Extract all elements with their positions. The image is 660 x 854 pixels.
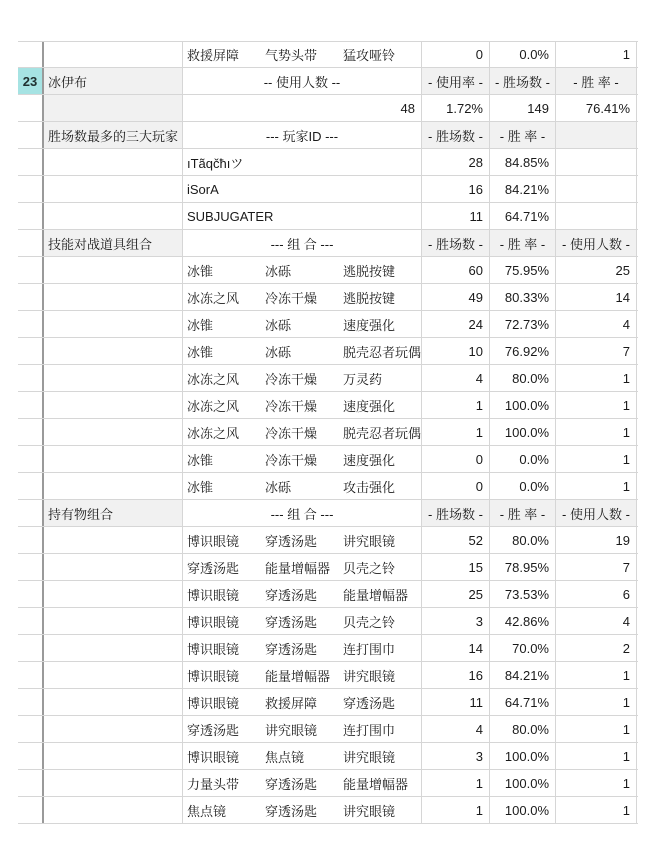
wins-cell[interactable]: 1 — [422, 797, 490, 823]
combo-item-cell[interactable]: 救援屏障 — [265, 695, 318, 711]
section-row — [18, 230, 638, 257]
combo-item-cell[interactable]: 猛攻哑铃 — [339, 42, 422, 67]
table-row — [18, 284, 638, 311]
usage-count-cell[interactable]: 6 — [556, 581, 637, 607]
row-number[interactable] — [18, 338, 44, 364]
wins-cell[interactable]: 15 — [422, 554, 490, 580]
combo-item-cell[interactable]: 博识眼镜 — [187, 614, 240, 630]
table-row — [18, 95, 638, 122]
player-id-cell[interactable]: ıTãqčħıツ — [183, 149, 422, 175]
label-cell[interactable] — [44, 176, 183, 202]
usage-count-cell[interactable]: 4 — [556, 608, 637, 634]
combo-item-cell[interactable]: 能量增幅器 — [265, 560, 331, 576]
section-label[interactable]: 技能对战道具组合 — [44, 230, 183, 256]
table-row — [18, 176, 638, 203]
wins-cell[interactable]: 0 — [422, 42, 490, 67]
empty-cell[interactable] — [556, 176, 637, 202]
wins-cell[interactable]: 4 — [422, 716, 490, 742]
combo-item-cell[interactable]: 穿透汤匙 — [265, 587, 318, 603]
combo-item-cell[interactable]: 冷冻干燥 — [265, 371, 318, 387]
row-number[interactable] — [18, 608, 44, 634]
label-cell[interactable] — [44, 527, 183, 553]
combo-item-cell[interactable]: 讲究眼镜 — [339, 797, 422, 823]
row-number[interactable] — [18, 770, 44, 796]
combo-item-cell[interactable]: 讲究眼镜 — [265, 722, 318, 738]
combo-item-cell[interactable]: 能量增幅器 — [339, 581, 422, 607]
column-header[interactable]: - 胜场数 - — [422, 122, 490, 148]
table-row — [18, 635, 638, 662]
label-cell[interactable] — [44, 149, 183, 175]
table-row — [18, 203, 638, 230]
table-row — [18, 770, 638, 797]
usage-count-cell[interactable]: 25 — [556, 257, 637, 283]
wins-cell[interactable]: 3 — [422, 608, 490, 634]
table-row — [18, 608, 638, 635]
column-header[interactable]: - 胜场数 - — [490, 68, 556, 94]
label-cell[interactable] — [44, 42, 183, 67]
table-row — [18, 554, 638, 581]
row-number[interactable] — [18, 176, 44, 202]
combo-item-cell[interactable]: 讲究眼镜 — [339, 527, 422, 553]
combo-item-cell[interactable]: 力量头带 — [187, 776, 240, 792]
win-rate-cell[interactable]: 76.41% — [556, 95, 637, 121]
combo-item-cell[interactable]: 冰锥 — [187, 452, 214, 468]
table-row — [18, 662, 638, 689]
table-row — [18, 716, 638, 743]
label-cell[interactable] — [44, 554, 183, 580]
combo-item-cell[interactable]: 冰冻之风 — [187, 425, 240, 441]
combo-item-cell[interactable]: 冰锥 — [187, 263, 214, 279]
label-cell[interactable] — [44, 743, 183, 769]
usage-count-cell[interactable]: 1 — [556, 392, 637, 418]
label-cell[interactable] — [44, 770, 183, 796]
table-row — [18, 797, 638, 824]
win-rate-cell[interactable]: 100.0% — [490, 797, 556, 823]
column-header[interactable] — [556, 122, 637, 148]
wins-cell[interactable]: 10 — [422, 338, 490, 364]
win-rate-cell[interactable]: 80.33% — [490, 284, 556, 310]
usage-count-cell[interactable]: 1 — [556, 419, 637, 445]
usage-count-cell[interactable]: 1 — [556, 365, 637, 391]
combo-item-cell[interactable]: 连打围巾 — [339, 635, 422, 661]
win-rate-cell[interactable]: 64.71% — [490, 689, 556, 715]
combo-item-cell[interactable]: 万灵药 — [339, 365, 422, 391]
label-cell[interactable] — [44, 716, 183, 742]
wins-cell[interactable]: 0 — [422, 446, 490, 472]
row-number[interactable] — [18, 581, 44, 607]
combo-item-cell[interactable]: 冷冻干燥 — [265, 425, 318, 441]
section-label[interactable]: 胜场数最多的三大玩家 — [44, 122, 183, 148]
table-row — [18, 365, 638, 392]
combo-item-cell[interactable]: 博识眼镜 — [187, 641, 240, 657]
row-number[interactable] — [18, 257, 44, 283]
column-header[interactable]: - 胜 率 - — [556, 68, 637, 94]
table-row — [18, 338, 638, 365]
combo-item-cell[interactable]: 能量增幅器 — [265, 668, 331, 684]
empty-cell[interactable] — [556, 149, 637, 175]
label-cell[interactable] — [44, 311, 183, 337]
table-row — [18, 419, 638, 446]
wins-cell[interactable]: 14 — [422, 635, 490, 661]
label-cell[interactable] — [44, 365, 183, 391]
table-row — [18, 311, 638, 338]
usage-count-cell[interactable]: 7 — [556, 338, 637, 364]
usage-count-cell[interactable]: 2 — [556, 635, 637, 661]
label-cell[interactable] — [44, 392, 183, 418]
row-number[interactable] — [18, 473, 44, 499]
combo-item-cell[interactable]: 能量增幅器 — [339, 770, 422, 796]
row-number[interactable] — [18, 311, 44, 337]
wins-cell[interactable]: 24 — [422, 311, 490, 337]
win-rate-cell[interactable]: 72.73% — [490, 311, 556, 337]
player-id-cell[interactable]: SUBJUGATER — [183, 203, 422, 229]
label-cell[interactable] — [44, 473, 183, 499]
combo-item-cell[interactable]: 焦点镜 — [265, 749, 305, 765]
section-row — [18, 68, 638, 95]
column-header[interactable]: - 胜 率 - — [490, 230, 556, 256]
table-row — [18, 527, 638, 554]
combo-item-cell[interactable]: 冰砾 — [265, 317, 292, 333]
combo-item-cell[interactable]: 气势头带 — [265, 48, 318, 63]
combo-item-cell[interactable]: 焦点镜 — [187, 803, 227, 819]
combo-item-cell[interactable]: 穿透汤匙 — [265, 641, 318, 657]
label-cell[interactable] — [44, 419, 183, 445]
combo-item-cell[interactable]: 冷冻干燥 — [265, 290, 318, 306]
combo-item-cell[interactable]: 冰砾 — [265, 263, 292, 279]
usage-count-cell[interactable]: 48 — [183, 95, 422, 121]
usage-count-cell[interactable]: 19 — [556, 527, 637, 553]
combo-item-cell[interactable]: 贝壳之铃 — [339, 554, 422, 580]
combo-item-cell[interactable]: 脱壳忍者玩偶 — [339, 419, 422, 445]
win-rate-cell[interactable]: 76.92% — [490, 338, 556, 364]
table-row — [18, 149, 638, 176]
column-header[interactable]: - 胜 率 - — [490, 500, 556, 526]
wins-cell[interactable]: 60 — [422, 257, 490, 283]
label-cell[interactable] — [44, 689, 183, 715]
wins-cell[interactable]: 149 — [490, 95, 556, 121]
section-row — [18, 122, 638, 149]
wins-cell[interactable]: 52 — [422, 527, 490, 553]
wins-cell[interactable]: 11 — [422, 689, 490, 715]
wins-cell[interactable]: 4 — [422, 365, 490, 391]
table-row — [18, 743, 638, 770]
combo-item-cell[interactable]: 逃脱按键 — [339, 284, 422, 310]
row-number[interactable] — [18, 149, 44, 175]
row-number[interactable] — [18, 95, 44, 121]
table-row — [18, 446, 638, 473]
usage-count-cell[interactable]: 1 — [556, 42, 637, 67]
table-row — [18, 257, 638, 284]
section-header[interactable]: --- 组 合 --- — [183, 500, 422, 526]
combo-item-cell[interactable]: 脱壳忍者玩偶 — [339, 338, 422, 364]
column-header[interactable]: - 使用人数 - — [556, 500, 637, 526]
label-cell[interactable] — [44, 662, 183, 688]
win-rate-cell[interactable]: 84.21% — [490, 176, 556, 202]
empty-cell[interactable] — [556, 203, 637, 229]
label-cell[interactable] — [44, 257, 183, 283]
section-header[interactable]: -- 使用人数 -- — [183, 68, 422, 94]
combo-item-cell[interactable]: 逃脱按键 — [339, 257, 422, 283]
row-number[interactable] — [18, 42, 44, 67]
row-number[interactable] — [18, 554, 44, 580]
wins-cell[interactable]: 1 — [422, 419, 490, 445]
wins-cell[interactable]: 11 — [422, 203, 490, 229]
wins-cell[interactable]: 16 — [422, 176, 490, 202]
row-number[interactable] — [18, 662, 44, 688]
combo-item-cell[interactable]: 穿透汤匙 — [265, 614, 318, 630]
label-cell[interactable] — [44, 203, 183, 229]
combo-item-cell[interactable]: 冷冻干燥 — [265, 398, 318, 414]
win-rate-cell[interactable]: 80.0% — [490, 527, 556, 553]
row-number[interactable] — [18, 716, 44, 742]
win-rate-cell[interactable]: 42.86% — [490, 608, 556, 634]
usage-count-cell[interactable]: 1 — [556, 797, 637, 823]
column-header[interactable]: - 胜 率 - — [490, 122, 556, 148]
label-cell[interactable] — [44, 797, 183, 823]
combo-item-cell[interactable]: 讲究眼镜 — [339, 743, 422, 769]
column-header[interactable]: - 胜场数 - — [422, 500, 490, 526]
combo-item-cell[interactable]: 速度强化 — [339, 311, 422, 337]
label-cell[interactable] — [44, 581, 183, 607]
label-cell[interactable] — [44, 608, 183, 634]
combo-item-cell[interactable]: 博识眼镜 — [187, 749, 240, 765]
combo-item-cell[interactable]: 穿透汤匙 — [265, 776, 318, 792]
label-cell[interactable] — [44, 635, 183, 661]
combo-item-cell[interactable]: 穿透汤匙 — [265, 533, 318, 549]
section-row — [18, 500, 638, 527]
section-label[interactable]: 持有物组合 — [44, 500, 183, 526]
wins-cell[interactable]: 28 — [422, 149, 490, 175]
row-number[interactable] — [18, 797, 44, 823]
combo-item-cell[interactable]: 冰冻之风 — [187, 290, 240, 306]
table-row — [18, 581, 638, 608]
table-row — [18, 689, 638, 716]
row-number[interactable] — [18, 284, 44, 310]
combo-item-cell[interactable]: 救援屏障 — [187, 48, 240, 63]
row-number[interactable] — [18, 527, 44, 553]
win-rate-cell[interactable]: 0.0% — [490, 42, 556, 67]
row-number[interactable] — [18, 392, 44, 418]
combo-item-cell[interactable]: 冰冻之风 — [187, 398, 240, 414]
row-number[interactable] — [18, 500, 44, 526]
win-rate-cell[interactable]: 80.0% — [490, 365, 556, 391]
combo-item-cell[interactable]: 攻击强化 — [339, 473, 422, 499]
table-row — [18, 473, 638, 500]
combo-item-cell[interactable]: 冰冻之风 — [187, 371, 240, 387]
wins-cell[interactable]: 16 — [422, 662, 490, 688]
combo-item-cell[interactable]: 冰锥 — [187, 344, 214, 360]
row-number[interactable] — [18, 365, 44, 391]
combo-item-cell[interactable]: 穿透汤匙 — [187, 722, 240, 738]
usage-count-cell[interactable]: 1 — [556, 662, 637, 688]
usage-rate-cell[interactable]: 1.72% — [422, 95, 490, 121]
combo-item-cell[interactable]: 博识眼镜 — [187, 668, 240, 684]
win-rate-cell[interactable]: 73.53% — [490, 581, 556, 607]
spreadsheet — [18, 41, 638, 824]
combo-item-cell[interactable]: 冷冻干燥 — [265, 452, 318, 468]
wins-cell[interactable]: 0 — [422, 473, 490, 499]
section-header[interactable]: --- 玩家ID --- — [183, 122, 422, 148]
win-rate-cell[interactable]: 100.0% — [490, 392, 556, 418]
section-label[interactable]: 冰伊布 — [44, 68, 183, 94]
usage-count-cell[interactable]: 1 — [556, 716, 637, 742]
usage-count-cell[interactable]: 1 — [556, 689, 637, 715]
combo-item-cell[interactable]: 冰砾 — [265, 479, 292, 495]
label-cell[interactable] — [44, 95, 183, 121]
combo-item-cell[interactable]: 速度强化 — [339, 446, 422, 472]
usage-count-cell[interactable]: 1 — [556, 770, 637, 796]
win-rate-cell[interactable]: 64.71% — [490, 203, 556, 229]
combo-item-cell[interactable]: 博识眼镜 — [187, 695, 240, 711]
usage-count-cell[interactable]: 14 — [556, 284, 637, 310]
win-rate-cell[interactable]: 80.0% — [490, 716, 556, 742]
usage-count-cell[interactable]: 1 — [556, 743, 637, 769]
player-id-cell[interactable]: iSorA — [183, 176, 422, 202]
table-row — [18, 392, 638, 419]
row-number[interactable] — [18, 743, 44, 769]
win-rate-cell[interactable]: 100.0% — [490, 419, 556, 445]
usage-count-cell[interactable]: 1 — [556, 473, 637, 499]
combo-item-cell[interactable]: 速度强化 — [339, 392, 422, 418]
combo-item-cell[interactable]: 博识眼镜 — [187, 587, 240, 603]
column-header[interactable]: - 使用率 - — [422, 68, 490, 94]
label-cell[interactable] — [44, 284, 183, 310]
combo-item-cell[interactable]: 冰砾 — [265, 344, 292, 360]
usage-count-cell[interactable]: 4 — [556, 311, 637, 337]
combo-item-cell[interactable]: 贝壳之铃 — [339, 608, 422, 634]
wins-cell[interactable]: 49 — [422, 284, 490, 310]
wins-cell[interactable]: 3 — [422, 743, 490, 769]
combo-item-cell[interactable]: 讲究眼镜 — [339, 662, 422, 688]
win-rate-cell[interactable]: 0.0% — [490, 473, 556, 499]
win-rate-cell[interactable]: 84.21% — [490, 662, 556, 688]
win-rate-cell[interactable]: 0.0% — [490, 446, 556, 472]
usage-count-cell[interactable]: 7 — [556, 554, 637, 580]
label-cell[interactable] — [44, 338, 183, 364]
column-header[interactable]: - 使用人数 - — [556, 230, 637, 256]
column-header[interactable]: - 胜场数 - — [422, 230, 490, 256]
row-number[interactable]: 23 — [18, 68, 44, 94]
win-rate-cell[interactable]: 70.0% — [490, 635, 556, 661]
win-rate-cell[interactable]: 84.85% — [490, 149, 556, 175]
combo-item-cell[interactable]: 冰锥 — [187, 317, 214, 333]
wins-cell[interactable]: 25 — [422, 581, 490, 607]
combo-item-cell[interactable]: 冰锥 — [187, 479, 214, 495]
label-cell[interactable] — [44, 446, 183, 472]
row-number[interactable] — [18, 419, 44, 445]
row-number[interactable] — [18, 689, 44, 715]
wins-cell[interactable]: 1 — [422, 392, 490, 418]
win-rate-cell[interactable]: 100.0% — [490, 770, 556, 796]
row-number[interactable] — [18, 635, 44, 661]
wins-cell[interactable]: 1 — [422, 770, 490, 796]
combo-item-cell[interactable]: 穿透汤匙 — [187, 560, 240, 576]
combo-item-cell[interactable]: 穿透汤匙 — [339, 689, 422, 715]
table-row — [18, 41, 638, 68]
win-rate-cell[interactable]: 75.95% — [490, 257, 556, 283]
row-number[interactable] — [18, 230, 44, 256]
row-number[interactable] — [18, 203, 44, 229]
combo-item-cell[interactable]: 连打围巾 — [339, 716, 422, 742]
section-header[interactable]: --- 组 合 --- — [183, 230, 422, 256]
usage-count-cell[interactable]: 1 — [556, 446, 637, 472]
win-rate-cell[interactable]: 100.0% — [490, 743, 556, 769]
combo-item-cell[interactable]: 穿透汤匙 — [265, 803, 318, 819]
combo-item-cell[interactable]: 博识眼镜 — [187, 533, 240, 549]
win-rate-cell[interactable]: 78.95% — [490, 554, 556, 580]
row-number[interactable] — [18, 122, 44, 148]
row-number[interactable] — [18, 446, 44, 472]
